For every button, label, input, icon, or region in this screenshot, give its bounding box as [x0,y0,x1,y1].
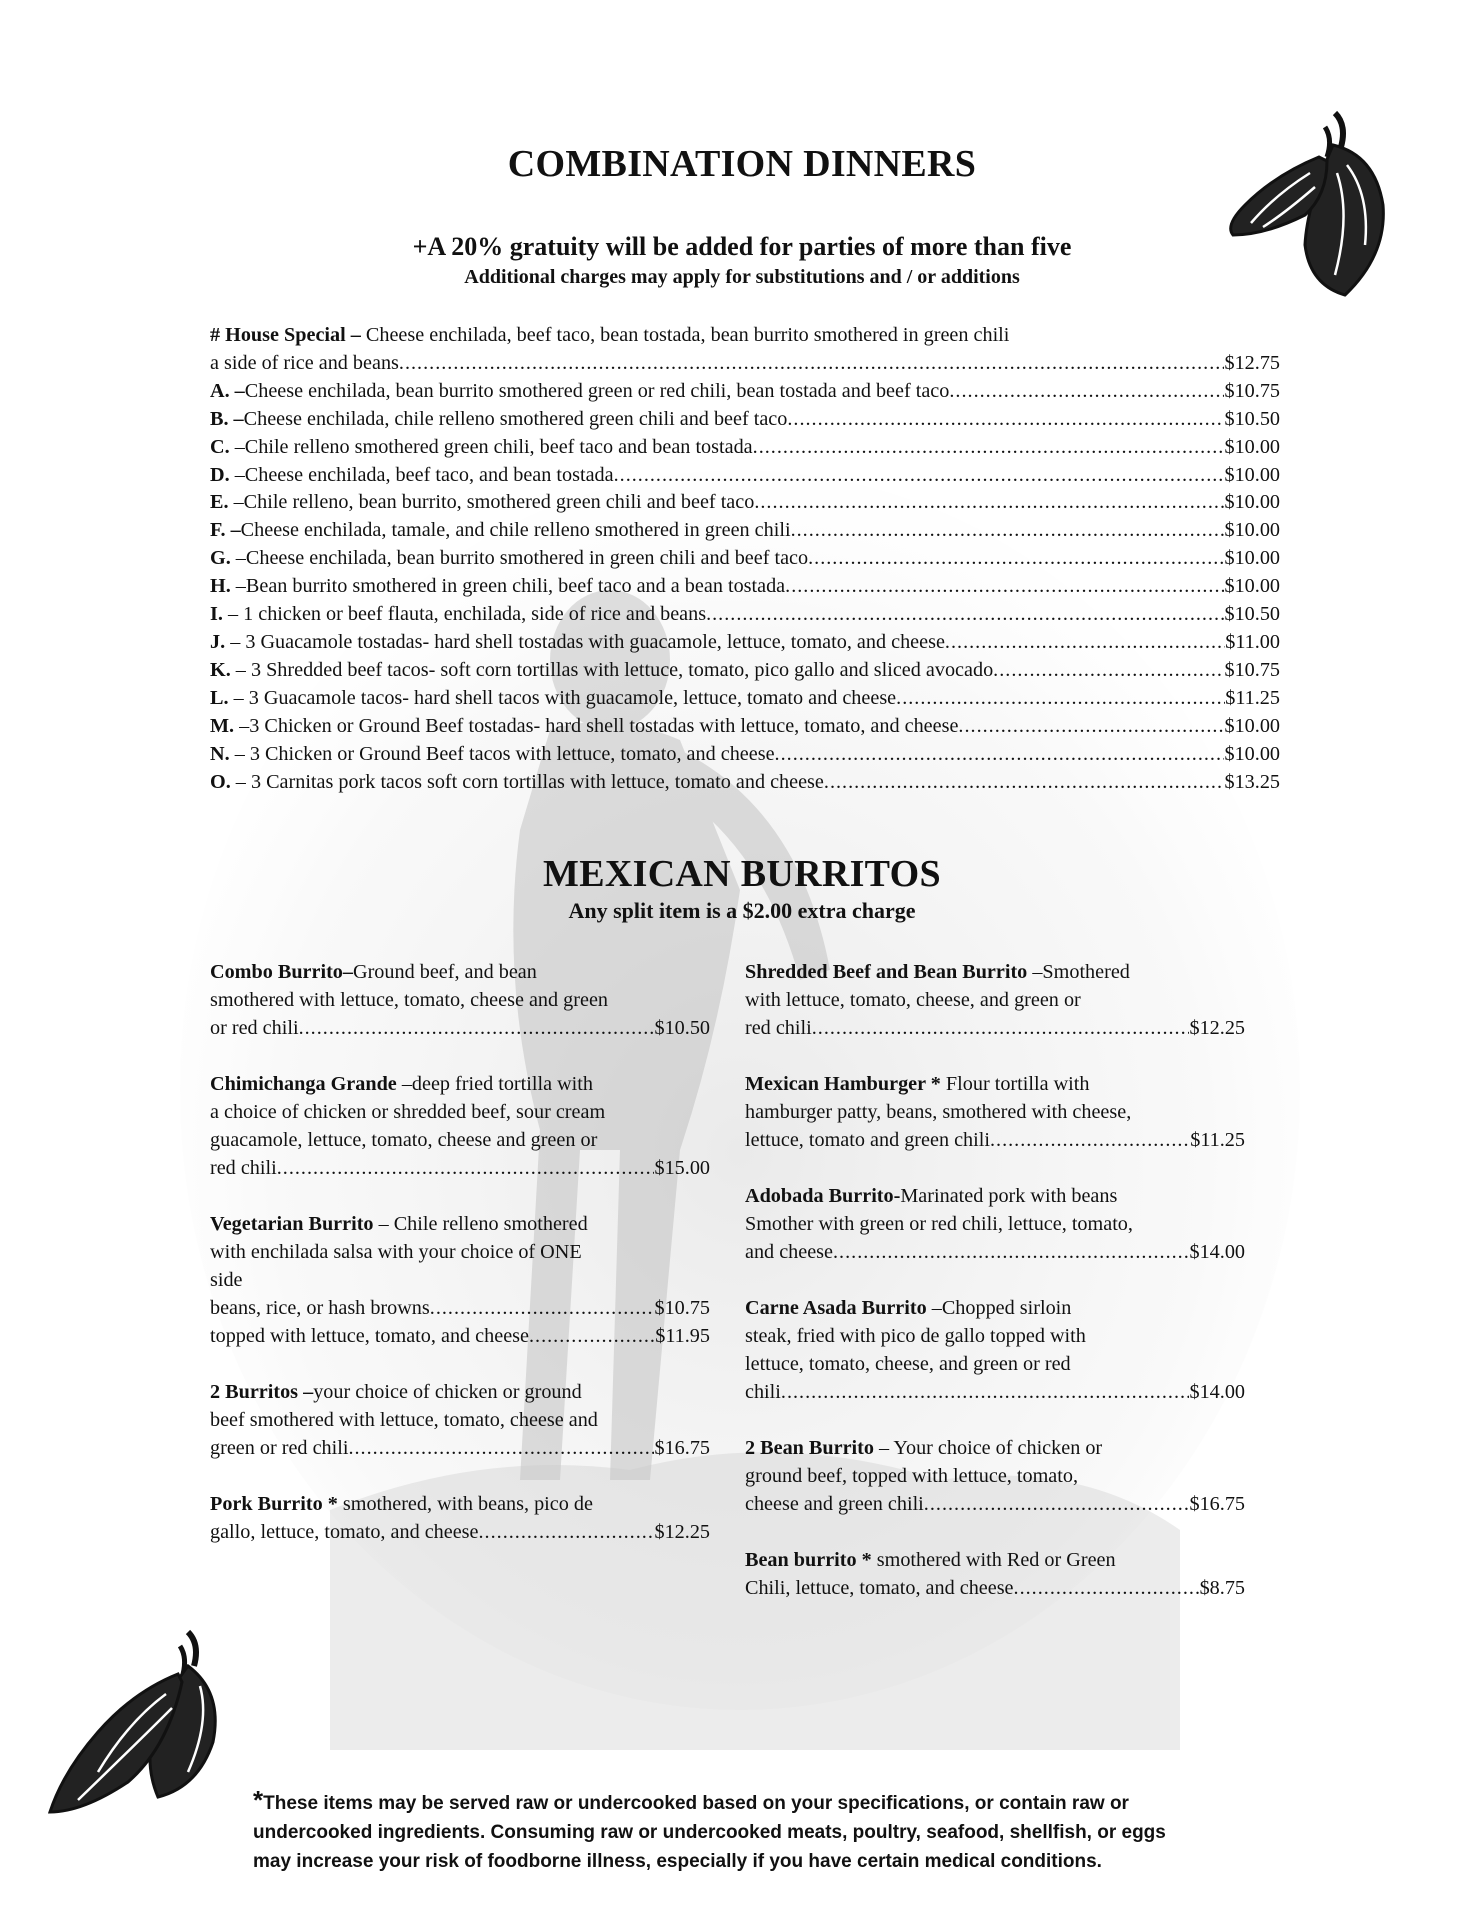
item-name: Bean burrito * [745,1549,872,1571]
combo-item-price: $11.25 [1225,686,1280,709]
combo-item-description: –Bean burrito smothered in green chili, beef taco and a bean tostada [230,575,786,598]
combo-item-price: $10.00 [1224,714,1280,737]
house-special-label: # House Special – [210,324,361,346]
combination-dinners-title: COMBINATION DINNERS [507,143,977,185]
menu-item: Shredded Beef and Bean Burrito –Smothered with lettuce, tomato, cheese, and green or red chili ..... $12.25 [745,958,1245,1042]
combo-item [210,601,1280,629]
combo-item-letter: F. – [210,519,241,542]
combo-item-description: –3 Chicken or Ground Beef tostadas- hard shell tostadas with lettuce, tomato, and cheese [234,714,959,737]
menu-item: Pork Burrito * smothered, with beans, pico de gallo, lettuce, tomato, and cheese ..... $12.25 [210,1490,710,1546]
menu-item: 2 Burritos –your choice of chicken or ground beef smothered with lettuce, tomato, cheese and green or red chili ..... $16.75 [210,1378,710,1462]
combo-item-description: – 3 Guacamole tacos- hard shell tacos with guacamole, lettuce, tomato and cheese [228,686,897,709]
combo-item-description: Cheese enchilada, bean burrito smothered green or red chili, bean tostada and beef taco [244,379,950,402]
house-special-price: $12.75 [1224,351,1280,374]
combo-item-description: –Chile relleno smothered green chili, beef taco and bean tostada [229,435,753,458]
combination-list [210,322,1280,796]
combo-item-letter: D. [210,463,230,486]
mexican-burritos-title: MEXICAN BURRITOS [543,853,941,895]
combo-item [210,378,1280,406]
combo-item-price: $10.00 [1224,519,1280,542]
combo-item [210,573,1280,601]
burritos-left-column [210,958,710,1574]
menu-item: Carne Asada Burrito –Chopped sirloin steak, fried with pico de gallo topped with lettuce, tomato, cheese, and green or red chili ..... $14.00 [745,1294,1245,1406]
combo-item [210,406,1280,434]
combo-item-description: – 1 chicken or beef flauta, enchilada, side of rice and beans [222,603,707,626]
item-price: $16.75 [654,1437,710,1459]
item-price: $10.75 [654,1297,710,1319]
combo-item-description: –Cheese enchilada, bean burrito smothered in green chili and beef taco [230,547,809,570]
item-name: Carne Asada Burrito [745,1297,927,1319]
combo-item-letter: E. [210,491,229,514]
item-name: Combo Burrito– [210,961,353,983]
combo-item [210,462,1280,490]
gratuity-notice: +A 20% gratuity will be added for parties of more than five [412,232,1072,261]
menu-item: 2 Bean Burrito – Your choice of chicken or ground beef, topped with lettuce, tomato, cheese and green chili ..... $16.75 [745,1434,1245,1518]
house-special-description: Cheese enchilada, beef taco, bean tostada, bean burrito smothered in green chili [360,324,1010,346]
menu-item: Mexican Hamburger * Flour tortilla with hamburger patty, beans, smothered with cheese, lettuce, tomato and green chili ..... $11.25 [745,1070,1245,1154]
combo-item [210,741,1280,769]
item-name: Chimichanga Grande [210,1073,397,1095]
combo-item-letter: A. – [210,379,245,402]
item-price: $8.75 [1199,1577,1245,1599]
item-name: Adobada Burrito- [745,1185,901,1207]
item-name: Shredded Beef and Bean Burrito [745,961,1028,983]
combo-item-letter: M. [210,714,235,737]
combo-item-price: $11.00 [1225,630,1280,653]
item-name: Vegetarian Burrito [210,1213,374,1235]
combo-item-description: – 3 Carnitas pork tacos soft corn tortillas with lettuce, tomato and cheese [230,770,824,793]
combo-item-description: –Cheese enchilada, beef taco, and bean tostada [229,463,614,486]
combo-item [210,769,1280,797]
house-special-line1 [210,322,1280,350]
combo-item-price: $10.75 [1224,379,1280,402]
combo-item-letter: G. [210,547,231,570]
combo-item-letter: I. [210,603,223,626]
combo-item-price: $10.00 [1224,491,1280,514]
house-special-line2 [210,350,1280,378]
asterisk-mark: * [253,1785,264,1815]
combo-item-price: $10.00 [1224,435,1280,458]
combo-item-price: $10.00 [1224,547,1280,570]
combo-item-description: Cheese enchilada, chile relleno smothered green chili and beef taco [243,407,788,430]
combo-item-description: – 3 Chicken or Ground Beef tacos with lettuce, tomato, and cheese [229,742,775,765]
item-name: 2 Bean Burrito [745,1437,874,1459]
combo-item-price: $10.75 [1224,658,1280,681]
item-name: Pork Burrito * [210,1493,338,1515]
combo-item-description: –Chile relleno, bean burrito, smothered green chili and beef taco [228,491,755,514]
combo-item [210,657,1280,685]
food-safety-footnote: *These items may be served raw or undercooked based on your specifications, or contain raw or undercooked ingredients. Consuming raw or undercooked meats, poultry, seafood, shellfish, or eggs may increase your risk of foodborne illness, especially if you have certain medical conditions. [253,1785,1166,1872]
combo-item-description: – 3 Shredded beef tacos- soft corn tortillas with lettuce, tomato, pico gallo and sliced avocado [230,658,994,681]
combo-item-letter: N. [210,742,230,765]
item-price: $12.25 [1189,1017,1245,1039]
menu-item: Bean burrito * smothered with Red or Green Chili, lettuce, tomato, and cheese ..... $8.75 [745,1546,1245,1602]
item-price: $15.00 [654,1157,710,1179]
burritos-right-column [745,958,1245,1630]
item-price: $11.25 [1190,1129,1245,1151]
combo-item [210,489,1280,517]
house-special-side: a side of rice and beans [210,351,399,374]
item-price: $10.50 [654,1017,710,1039]
combo-item [210,629,1280,657]
combo-item [210,517,1280,545]
combo-item-price: $10.00 [1224,463,1280,486]
combo-item-price: $10.50 [1224,407,1280,430]
charges-notice: Additional charges may apply for substitutions and / or additions [464,266,1020,288]
split-charge-notice: Any split item is a $2.00 extra charge [568,898,916,923]
combo-item-description: Cheese enchilada, tamale, and chile relleno smothered in green chili [240,519,791,542]
combo-item [210,685,1280,713]
combo-item-description: – 3 Guacamole tostadas- hard shell tostadas with guacamole, lettuce, tomato, and cheese [225,630,945,653]
combo-item [210,713,1280,741]
item-price: $16.75 [1189,1493,1245,1515]
menu-item: Combo Burrito–Ground beef, and bean smothered with lettuce, tomato, cheese and green or red chili ..... $10.50 [210,958,710,1042]
combo-item-price: $10.50 [1224,603,1280,626]
combo-item-price: $10.00 [1224,742,1280,765]
menu-item: Adobada Burrito-Marinated pork with beans Smother with green or red chili, lettuce, tomato, and cheese ..... $14.00 [745,1182,1245,1266]
combo-item [210,434,1280,462]
combo-item-letter: C. [210,435,230,458]
combo-item [210,545,1280,573]
combo-item-price: $13.25 [1224,770,1280,793]
combo-item-letter: K. [210,658,231,681]
item-price: $11.95 [655,1325,710,1347]
item-price: $14.00 [1189,1381,1245,1403]
item-name: Mexican Hamburger * [745,1073,941,1095]
combo-item-letter: J. [210,630,226,653]
combo-item-letter: B. – [210,407,244,430]
combo-item-letter: O. [210,770,231,793]
item-name: 2 Burritos – [210,1381,314,1403]
combo-item-price: $10.00 [1224,575,1280,598]
menu-item: Chimichanga Grande –deep fried tortilla with a choice of chicken or shredded beef, sour cream guacamole, lettuce, tomato, cheese and green or red chili ..... $15.00 [210,1070,710,1182]
combo-item-letter: L. [210,686,229,709]
menu-item: Vegetarian Burrito – Chile relleno smothered with enchilada salsa with your choice of ONE side beans, rice, or hash browns ..... $10.75 topped with lettuce, tomato, and cheese ..... $11.95 [210,1210,710,1350]
item-price: $14.00 [1189,1241,1245,1263]
combo-item-letter: H. [210,575,231,598]
item-price: $12.25 [654,1521,710,1543]
